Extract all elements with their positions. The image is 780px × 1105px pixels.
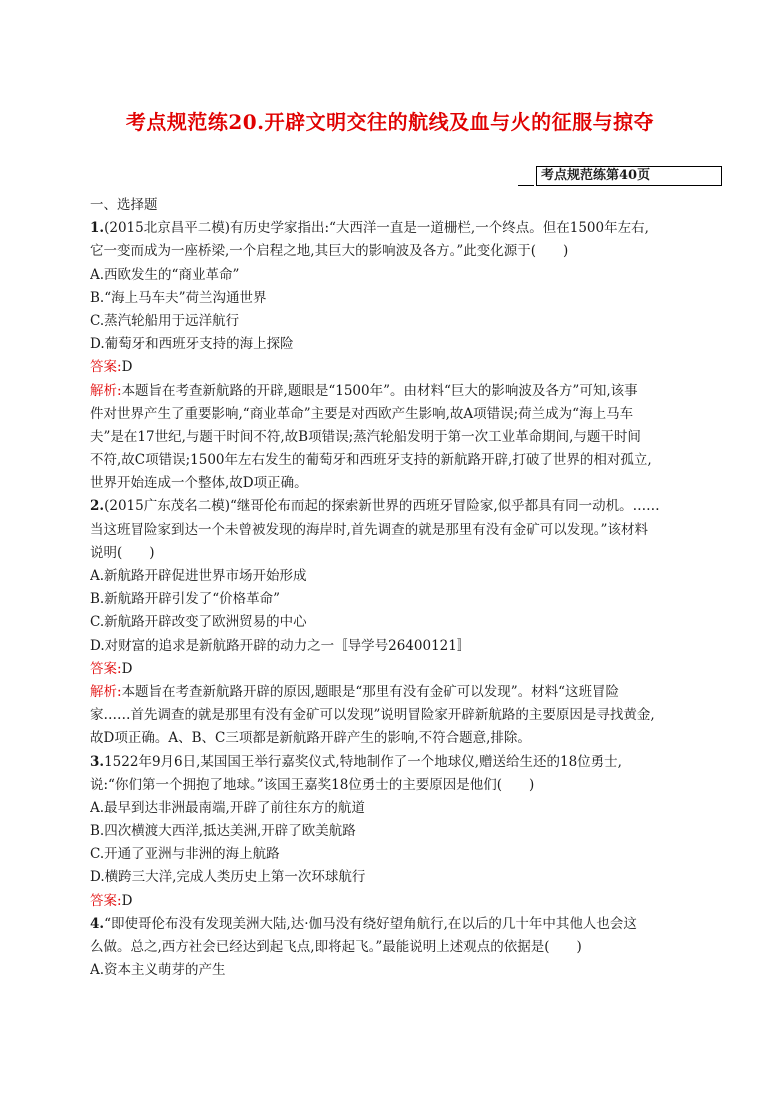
answer-option: D.横跨三大洋,完成人类历史上第一次环球航行 [90, 869, 366, 886]
question-stem-line [90, 519, 702, 542]
answer-option: B.“海上马车夫”荷兰沟通世界 [90, 289, 267, 306]
answer-option: C.新航路开辟改变了欧洲贸易的中心 [90, 614, 307, 631]
analysis-text: 本题旨在考查新航路开辟的原因,题眼是“那里有没有金矿可以发现”。材料“这班冒险 [121, 683, 620, 700]
analysis-line [90, 403, 702, 426]
question-number: 4. [90, 915, 105, 932]
page-title: 考点规范练20.开辟文明交往的航线及血与火的征服与掠夺 [125, 110, 655, 134]
analysis-text: 故D项正确。A、B、C三项都是新航路开辟产生的影响,不符合题意,排除。 [90, 730, 531, 747]
answer-label: 答案: [90, 892, 122, 909]
answer-option: B.四次横渡大西洋,抵达美洲,开辟了欧美航路 [90, 823, 356, 840]
answer-line [90, 356, 702, 379]
analysis-line [90, 472, 702, 495]
analysis-line [90, 681, 702, 704]
answer-line [90, 890, 702, 913]
question-number: 2. [90, 498, 105, 515]
exercise-tag [518, 166, 723, 186]
question-block [90, 751, 702, 913]
analysis-text: 不符,故C项错误;1500年左右发生的葡萄牙和西班牙支持的新航路开辟,打破了世界的相对孤立, [90, 452, 652, 469]
question-stem-line [90, 936, 702, 959]
question-block [90, 495, 702, 750]
question-block [90, 217, 702, 495]
question-stem-text: (2015北京昌平二模)有历史学家指出:“大西洋一直是一道栅栏,一个终点。但在1500年左右, [104, 220, 649, 237]
question-content [90, 194, 702, 982]
question-stem-text: 说明( ) [90, 544, 155, 561]
analysis-line [90, 704, 702, 727]
question-stem-text: 说:“你们第一个拥抱了地球。”该国王嘉奖18位勇士的主要原因是他们( ) [90, 776, 535, 793]
analysis-line [90, 426, 702, 449]
analysis-text: 件对世界产生了重要影响,“商业革命”主要是对西欧产生影响,故A项错误;荷兰成为“海上马车 [90, 405, 634, 422]
answer-option: D.对财富的追求是新航路开辟的动力之一〚导学号26400121〛 [90, 637, 471, 654]
answer-label: 答案: [90, 660, 122, 677]
question-stem-line [90, 542, 702, 565]
answer-option: A.最早到达非洲最南端,开辟了前往东方的航道 [90, 799, 365, 816]
analysis-text: 家……首先调查的就是那里有没有金矿可以发现”说明冒险家开辟新航路的主要原因是寻找黄金, [90, 707, 655, 724]
question-stem-line [90, 774, 702, 797]
answer-option: C.蒸汽轮船用于远洋航行 [90, 312, 240, 329]
question-stem-text: 当这班冒险家到达一个未曾被发现的海岸时,首先调查的就是那里有没有金矿可以发现。”该材料 [90, 521, 648, 538]
question-stem-line [90, 495, 702, 518]
question-stem-line [90, 913, 702, 936]
analysis-label: 解析: [90, 382, 122, 399]
analysis-text: 夫”是在17世纪,与题干时间不符,故B项错误;蒸汽轮船发明于第一次工业革命期间,与题干时间 [90, 428, 641, 445]
question-stem-line [90, 751, 702, 774]
question-number: 3. [90, 753, 105, 770]
analysis-line [90, 449, 702, 472]
question-stem-text: 它一变而成为一座桥梁,一个启程之地,其巨大的影响波及各方。”此变化源于( ) [90, 243, 569, 260]
answer-value: D [121, 660, 133, 677]
question-stem-line [90, 240, 702, 263]
answer-option: A.新航路开辟促进世界市场开始形成 [90, 568, 307, 584]
answer-option: A.西欧发生的“商业革命” [90, 266, 240, 283]
answer-label: 答案: [90, 359, 122, 376]
answer-option: C.开通了亚洲与非洲的海上航路 [90, 846, 280, 863]
question-stem-line [90, 217, 702, 240]
answer-option: D.葡萄牙和西班牙支持的海上探险 [90, 336, 294, 353]
analysis-text: 世界开始连成一个整体,故D项正确。 [90, 475, 308, 492]
question-stem-text: 么做。总之,西方社会已经达到起飞点,即将起飞。”最能说明上述观点的依据是( ) [90, 939, 582, 955]
analysis-line [90, 380, 702, 403]
question-stem-text: (2015广东茂名二模)“继哥伦布而起的探索新世界的西班牙冒险家,似乎都具有同一动机。…… [104, 498, 660, 515]
answer-option: B.新航路开辟引发了“价格革命” [90, 591, 281, 608]
answer-option: A.资本主义萌芽的产生 [90, 962, 226, 979]
tag-underline [518, 185, 534, 186]
answer-line [90, 658, 702, 681]
question-stem-text: 1522年9月6日,某国国王举行嘉奖仪式,特地制作了一个地球仪,赠送给生还的18位勇士, [104, 753, 622, 770]
analysis-text: 本题旨在考查新航路的开辟,题眼是“1500年”。由材料“巨大的影响波及各方”可知,该事 [121, 382, 638, 399]
question-stem-text: “即使哥伦布没有发现美洲大陆,达·伽马没有绕好望角航行,在以后的几十年中其他人也会这 [104, 915, 637, 932]
answer-value: D [121, 359, 133, 376]
question-number: 1. [90, 220, 105, 237]
section-heading: 一、选择题 [90, 197, 158, 213]
question-block [90, 913, 702, 983]
analysis-line [90, 727, 702, 750]
answer-value: D [121, 892, 133, 909]
exercise-tag-box: 考点规范练第40页 [536, 166, 722, 186]
analysis-label: 解析: [90, 683, 122, 700]
